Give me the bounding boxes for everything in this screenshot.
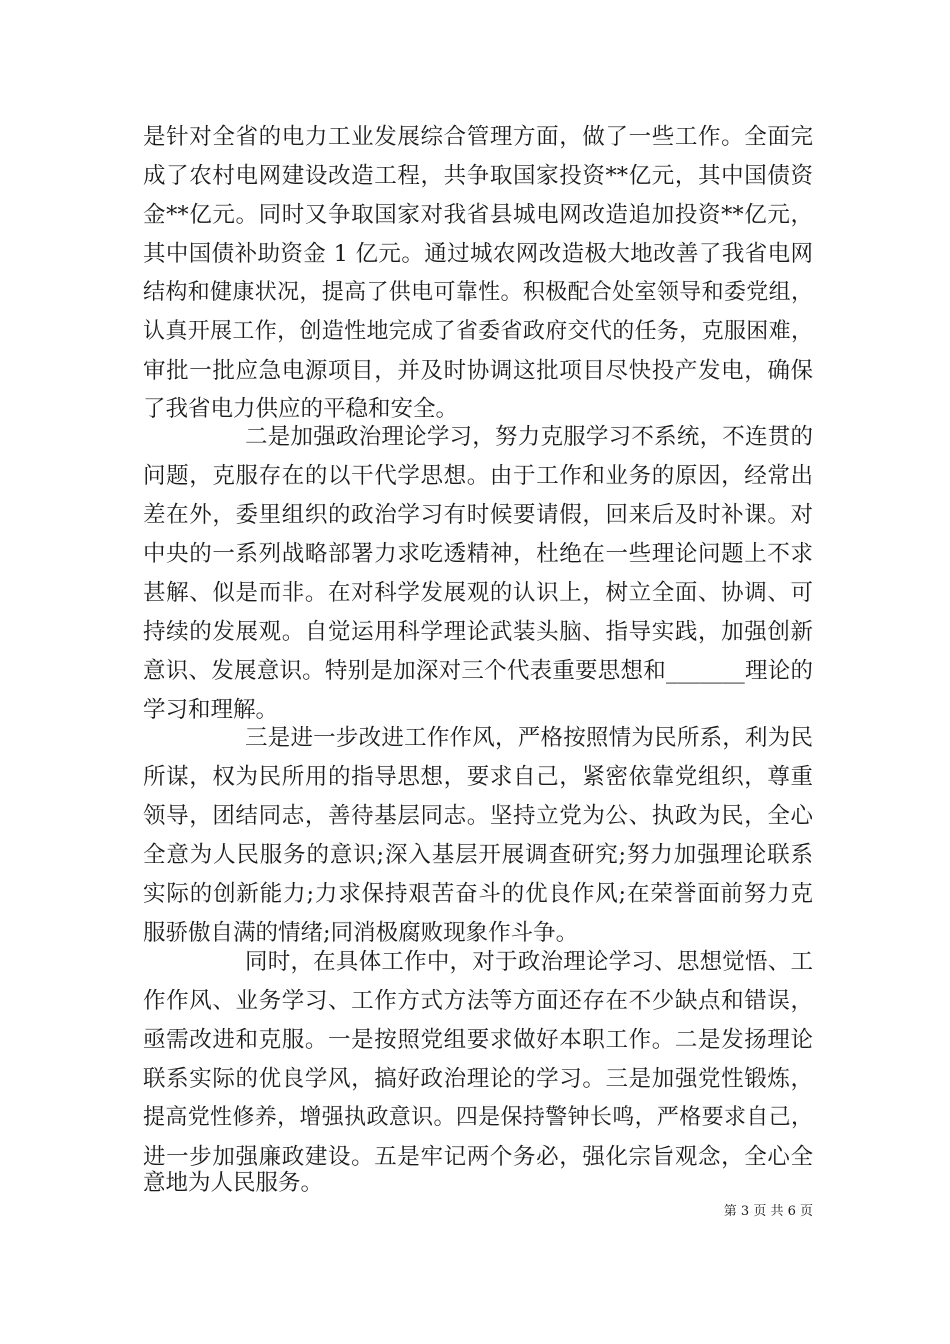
text-line: 问题，克服存在的以干代学思想。由于工作和业务的原因，经常出 (143, 463, 813, 489)
text-line: 结构和健康状况，提高了供电可靠性。积极配合处室领导和委党组， (143, 280, 813, 305)
text-line: 联系实际的优良学风，搞好政治理论的学习。三是加强党性锻炼， (143, 1066, 813, 1092)
text-line: 其中国债补助资金 1 亿元。通过城农网改造极大地改善了我省电网 (143, 241, 813, 267)
text-line: 意识、发展意识。特别是加深对三个代表重要思想和_______理论的 (143, 658, 813, 684)
text-line: 全意为人民服务的意识;深入基层开展调查研究;努力加强理论联系 (143, 842, 813, 868)
text-line: 认真开展工作，创造性地完成了省委省政府交代的任务，克服困难， (143, 319, 813, 344)
text-line: 差在外，委里组织的政治学习有时候要请假，回来后及时补课。对 (143, 502, 813, 528)
text-line: 作作风、业务学习、工作方式方法等方面还存在不少缺点和错误， (143, 988, 813, 1014)
text-line: 是针对全省的电力工业发展综合管理方面，做了一些工作。全面完 (143, 124, 813, 150)
text-line: 提高党性修养，增强执政意识。四是保持警钟长鸣，严格要求自己， (143, 1105, 813, 1130)
text-line: 意地为人民服务。 (143, 1170, 324, 1196)
paragraph-first-line: 同时，在具体工作中，对于政治理论学习、思想觉悟、工 (245, 949, 813, 975)
text-line: 服骄傲自满的情绪;同消极腐败现象作斗争。 (143, 920, 579, 946)
text-line: 中央的一系列战略部署力求吃透精神，杜绝在一些理论问题上不求 (143, 541, 813, 567)
page-number-footer: 第 3 页 共 6 页 (723, 1204, 813, 1219)
text-line: 领导，团结同志，善待基层同志。坚持立党为公、执政为民，全心 (143, 803, 813, 829)
text-line: 学习和理解。 (143, 697, 279, 723)
text-line: 金**亿元。同时又争取国家对我省县城电网改造追加投资**亿元， (143, 202, 813, 228)
text-line: 所谋，权为民所用的指导思想，要求自己，紧密依靠党组织，尊重 (143, 764, 813, 790)
text-line: 实际的创新能力;力求保持艰苦奋斗的优良作风;在荣誉面前努力克 (143, 881, 813, 907)
paragraph-first-line: 三是进一步改进工作作风，严格按照情为民所系，利为民 (245, 725, 813, 751)
text-line: 审批一批应急电源项目，并及时协调这批项目尽快投产发电，确保 (143, 358, 813, 384)
text-line: 成了农村电网建设改造工程，共争取国家投资**亿元，其中国债资 (143, 163, 813, 189)
text-line: 亟需改进和克服。一是按照党组要求做好本职工作。二是发扬理论 (143, 1027, 813, 1053)
paragraph-first-line: 二是加强政治理论学习，努力克服学习不系统，不连贯的 (245, 424, 813, 450)
text-line: 了我省电力供应的平稳和安全。 (143, 396, 459, 422)
text-line: 持续的发展观。自觉运用科学理论武装头脑、指导实践，加强创新 (143, 619, 813, 645)
text-line: 甚解、似是而非。在对科学发展观的认识上，树立全面、协调、可 (143, 580, 813, 606)
text-line: 进一步加强廉政建设。五是牢记两个务必，强化宗旨观念，全心全 (143, 1144, 813, 1170)
